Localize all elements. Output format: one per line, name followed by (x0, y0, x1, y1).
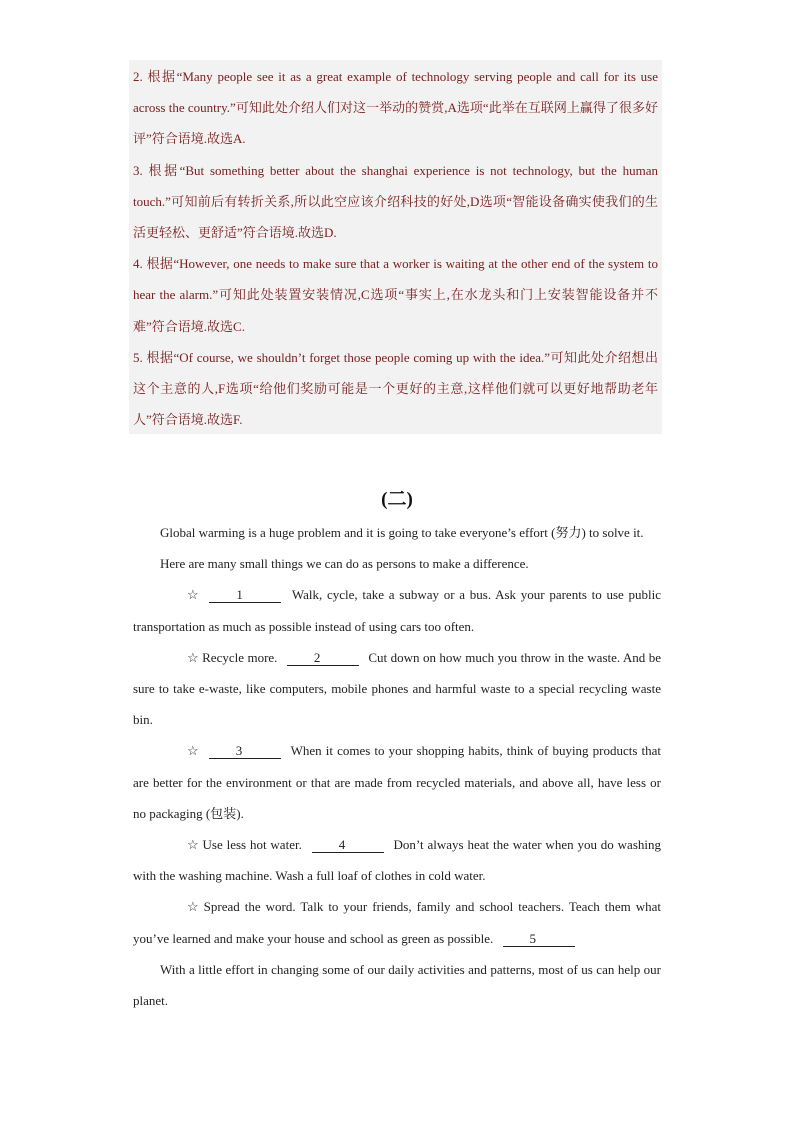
explanation-4: 4. 根据“However, one needs to make sure that a worker is waiting at the other end of the system to hear the alarm.”可知此处装置安装情况,C选项“事实上,在水龙头和门上安装智能设备并不难”符合语境.故选C. (133, 256, 658, 334)
blank-5[interactable]: 5 (503, 931, 575, 947)
item-3 (133, 735, 661, 829)
blank-2[interactable]: 2 (287, 650, 359, 666)
star-icon: ☆ (187, 743, 199, 759)
item-5 (133, 891, 661, 953)
explanation-3: 3. 根据“But something better about the shanghai experience is not technology, but the human touch.”可知前后有转折关系,所以此空应该介绍科技的好处,D选项“智能设备确实使我们的生活更轻松、更舒适”符合语境.故选D. (133, 162, 658, 241)
item-2-lead: Recycle more. (202, 649, 278, 665)
star-icon: ☆ (187, 899, 199, 915)
blank-4[interactable]: 4 (312, 837, 384, 853)
item-4 (133, 829, 661, 891)
conclusion-paragraph: With a little effort in changing some of our daily activities and patterns, most of us can help our planet. (133, 961, 661, 1009)
item-4-text: Don’t always heat the water when you do washing with the washing machine. Wash a full loaf of clothes in cold water. (133, 837, 661, 884)
section-title: (二) (381, 489, 413, 510)
intro-paragraph-2: Here are many small things we can do as persons to make a difference. (160, 556, 529, 572)
blank-3[interactable]: 3 (209, 743, 281, 759)
item-3-text: When it comes to your shopping habits, think of buying products that are better for the environment or that are made from recycled materials, and above all, have less or no packaging (包装). (133, 743, 662, 821)
answer-explanations (129, 60, 662, 434)
item-1-text: Walk, cycle, take a subway or a bus. Ask your parents to use public transportation as much as possible instead of using cars too often. (133, 587, 661, 634)
item-2 (133, 642, 661, 736)
star-icon: ☆ (187, 649, 199, 665)
star-icon: ☆ (187, 837, 199, 853)
explanation-2: 2. 根据“Many people see it as a great example of technology serving people and call for its use across the country.”可知此处介绍人们对这一举动的赞赏,A选项“此举在互联网上赢得了很多好评”符合语境.故选A. (133, 69, 658, 147)
item-4-lead: Use less hot water. (202, 837, 302, 853)
item-2-text: Cut down on how much you throw in the waste. And be sure to take e-waste, like computers, mobile phones and harmful waste to a special recycling waste bin. (133, 649, 662, 728)
star-icon: ☆ (187, 587, 199, 603)
explanation-5: 5. 根据“Of course, we shouldn’t forget those people coming up with the idea.”可知此处介绍想出这个主意的人,F选项“给他们奖励可能是一个更好的主意,这样他们就可以更好地帮助老年人”符合语境.故选F. (133, 349, 658, 428)
passage (133, 517, 661, 1016)
intro-paragraph-1: Global warming is a huge problem and it is going to take everyone’s effort (努力) to solve it. (160, 525, 644, 540)
item-1 (133, 579, 661, 641)
blank-1[interactable]: 1 (209, 587, 281, 603)
item-5-lead: Spread the word. Talk to your friends, family and school teachers. Teach them what you’ve learned and make your house and school as green as possible. (133, 899, 661, 946)
